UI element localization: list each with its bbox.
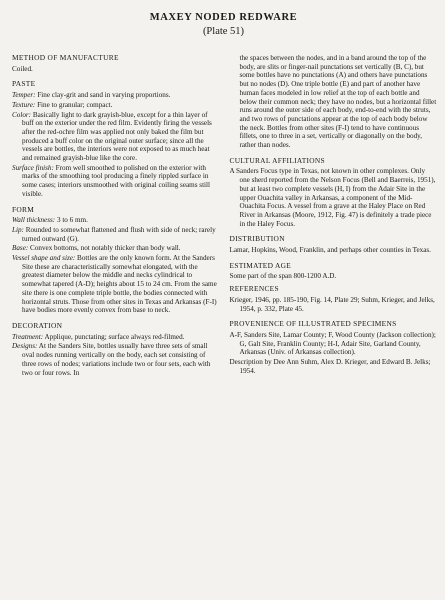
left-column xyxy=(12,54,220,378)
plate-reference: (Plate 51) xyxy=(202,26,245,37)
paste-surface: Surface finish: From well smoothed to polished on the exterior with marks of the smoothing tool producing a finely rippled surface in some cases; interiors unsmoothed with original coiling seams still visible. xyxy=(12,163,211,198)
heading-decoration: DECORATION xyxy=(12,320,63,330)
form-vessel: Vessel shape and size: Bottles are the only known form. At the Sanders Site these are characteristically somewhat elongated, with the greatest diameter below the middle and necks cylindrical to somewhat tapered (A-D); heights about 15 to 24 cm. From the same site there is one complete triple bottle, the bodies connected with horizontal struts. Those from other sites in Texas and Arkansas (F-I) have bodies more evenly convex from base to neck. xyxy=(12,254,217,315)
age-text: Some part of the span 800-1200 A.D. xyxy=(229,272,337,281)
description-credit: Description by Dee Ann Suhm, Alex D. Krieger, and Edward B. Jelks; 1954. xyxy=(229,358,431,375)
cultural-text: A Sanders Focus type in Texas, not known in other complexes. Only one sherd reported from the Nelson Focus (Bell and Baerreis, 1951), but at least two complete vessels (H, I) from the Adair Site in the upper Ouachita valley in Arkansas, a component of the Mid-Ouachita Focus. A vessel from a grave at the Haley Place on Red River in Arkansas (Moore, 1912, Fig. 47) is definitely a trade piece in the Haley Focus. xyxy=(229,167,436,228)
heading-references: REFERENCES xyxy=(229,284,279,294)
heading-distribution: DISTRIBUTION xyxy=(229,234,285,244)
decoration-treatment: Treatment: Applique, punctating; surface always red-filmed. xyxy=(12,332,185,341)
form-lip: Lip: Rounded to somewhat flattened and flush with side of neck; rarely turned outward (G). xyxy=(12,225,216,243)
references-text: Krieger, 1946, pp. 185-190, Fig. 14, Plate 29; Suhm, Krieger, and Jelks, 1954, p. 332, Plate 45. xyxy=(229,295,435,313)
paste-temper: Temper: Fine clay-grit and sand in varying proportions. xyxy=(12,91,171,100)
method-text: Coiled. xyxy=(12,64,33,73)
heading-cultural-affiliations: CULTURAL AFFILIATIONS xyxy=(229,155,325,165)
distribution-text: Lamar, Hopkins, Wood, Franklin, and perhaps other counties in Texas. xyxy=(229,246,431,255)
paste-color: Color: Basically light to dark grayish-blue, except for a thin layer of buff on the exterior under the red film. Evidently firing the vessels after the red-ochre film was applied not only baked the film but produced a buff color on the original outer surface; since all the vessels are bottles, the interiors were not exposed to as much heat and remained grayish-blue like the core. xyxy=(12,110,212,163)
heading-method: METHOD OF MANUFACTURE xyxy=(12,53,119,62)
heading-provenience: PROVENIENCE OF ILLUSTRATED SPECIMENS xyxy=(229,319,397,329)
page-title: MAXEY NODED REDWARE xyxy=(149,12,298,23)
decoration-continued: the spaces between the nodes, and in a band around the top of the body, are slits or finger-nail punctations set vertically (B, C), but some bottles have no punctations (A) and others have punctations but no nodes (D). One triple bottle (E) and part of another have human faces modeled in low relief at the top of each bottle and below their common neck; they have no nodes, but a horizontal fillet runs around the outer side of each body, end-to-end with the struts, and two rows of punctations appear at the top of each body below the neck. Bottles from other sites (F-I) tend to have continuous fillets, one to three in a set, vertically or diagonally on the body, rather than nodes. xyxy=(239,54,437,150)
decoration-designs: Designs: At the Sanders Site, bottles usually have three sets of small oval nodes running vertically on the body, each set consisting of three rows of nodes; variations include two or four sets, each with two or four rows. In xyxy=(12,342,211,377)
two-column-body xyxy=(12,54,437,378)
heading-paste: PASTE xyxy=(12,79,36,89)
form-base: Base: Convex bottoms, not notably thicker than body wall. xyxy=(12,244,181,253)
paste-texture: Texture: Fine to granular; compact. xyxy=(12,100,113,109)
provenience-text: A-F, Sanders Site, Lamar County; F, Wood County (Jackson collection); G, Galt Site, Franklin County; H-I, Adair Site, Garland County, Arkansas (Univ. of Arkansas collection). xyxy=(229,330,436,357)
form-wall: Wall thickness: 3 to 6 mm. xyxy=(12,216,88,225)
heading-estimated-age: ESTIMATED AGE xyxy=(229,260,292,270)
heading-form: FORM xyxy=(12,204,35,214)
right-column xyxy=(230,54,438,378)
